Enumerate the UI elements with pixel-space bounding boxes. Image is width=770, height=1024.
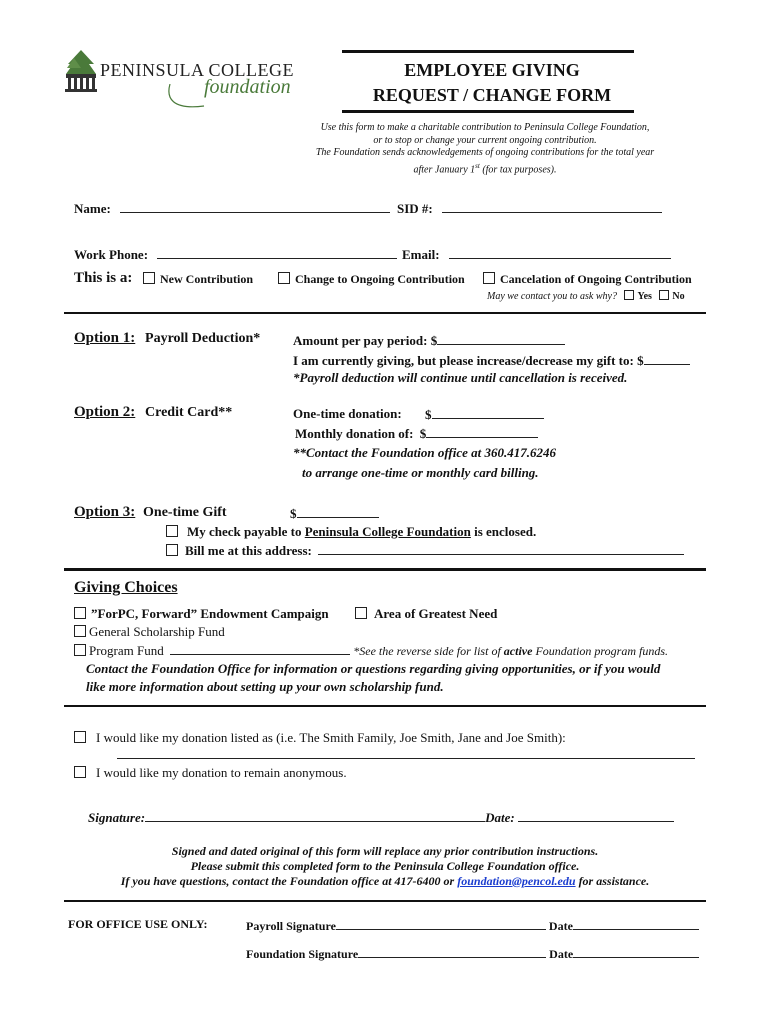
option2-heading: Option 2: Credit Card** — [74, 404, 233, 420]
giving-choices-heading: Giving Choices — [74, 579, 178, 596]
monthly-donation-field[interactable] — [426, 425, 538, 438]
logo-script: foundation — [204, 76, 291, 98]
greatest-need-checkbox[interactable] — [355, 607, 367, 619]
section-rule-4 — [64, 900, 706, 902]
foundation-email-link[interactable]: foundation@pencol.edu — [457, 874, 576, 888]
card-note-2: to arrange one-time or monthly card billing. — [302, 465, 539, 480]
sid-field[interactable] — [442, 200, 662, 213]
no-checkbox[interactable] — [659, 290, 669, 300]
signature-field[interactable] — [145, 809, 485, 822]
forpc-campaign-option[interactable]: ”ForPC, Forward” Endowment Campaign — [74, 606, 329, 622]
greatest-need-option[interactable]: Area of Greatest Need — [355, 606, 497, 622]
bill-me-checkbox[interactable] — [166, 544, 178, 556]
increase-amount-field[interactable] — [644, 352, 690, 365]
forpc-campaign-checkbox[interactable] — [74, 607, 86, 619]
scholarship-fund-option[interactable]: General Scholarship Fund — [74, 624, 225, 640]
intro-text: Use this form to make a charitable contribution to Peninsula College Foundation, or to stop or change your current ongoing contribution. The Foundation sends acknowledgements of ongoing contributions for the total year after January 1st (for tax purposes). — [315, 122, 655, 175]
anonymous-checkbox[interactable] — [74, 766, 86, 778]
bill-me-option[interactable]: Bill me at this address: — [166, 542, 684, 559]
onetime-donation-field[interactable] — [432, 406, 544, 419]
signature-row: Signature: Date: — [88, 809, 674, 826]
sid-label: SID #: — [397, 201, 433, 216]
billing-address-field[interactable] — [318, 542, 684, 555]
cancel-contribution-checkbox[interactable] — [483, 272, 495, 284]
work-phone-row — [74, 246, 397, 263]
payroll-date-field[interactable] — [573, 917, 699, 930]
onetime-gift-field[interactable] — [297, 505, 379, 518]
listed-as-field[interactable] — [117, 758, 695, 759]
foundation-signature-row: Foundation Signature Date — [246, 945, 699, 962]
onetime-donation-row: $ — [425, 406, 544, 423]
option3-heading: Option 3: One-time Gift — [74, 504, 227, 520]
check-enclosed-checkbox[interactable] — [166, 525, 178, 537]
email-field[interactable] — [449, 246, 671, 259]
onetime-gift-amount: $ — [290, 505, 379, 522]
payroll-signature-field[interactable] — [336, 917, 546, 930]
logo-swoosh — [164, 84, 224, 114]
email-row — [402, 246, 671, 263]
amount-per-pay-row: Amount per pay period: $ — [293, 332, 565, 349]
contact-why-row: May we contact you to ask why? Yes No — [487, 291, 685, 302]
logo-name: PENINSULA COLLEGE — [100, 60, 294, 80]
yes-checkbox[interactable] — [624, 290, 634, 300]
change-contribution-checkbox[interactable] — [278, 272, 290, 284]
this-is-label: This is a: — [74, 270, 133, 286]
tree-building-icon — [64, 48, 98, 92]
new-contribution-checkbox[interactable] — [143, 272, 155, 284]
scholarship-fund-checkbox[interactable] — [74, 625, 86, 637]
program-fund-checkbox[interactable] — [74, 644, 86, 656]
listed-as-checkbox[interactable] — [74, 731, 86, 743]
check-enclosed-option[interactable]: My check payable to Peninsula College Foundation is enclosed. — [166, 524, 536, 540]
payroll-note: *Payroll deduction will continue until cancellation is received. — [293, 370, 628, 385]
signature-date-field[interactable] — [518, 809, 674, 822]
program-fund-field[interactable] — [170, 642, 350, 655]
section-rule-3 — [64, 705, 706, 707]
change-contribution-option[interactable]: Change to Ongoing Contribution — [278, 272, 465, 287]
name-field[interactable] — [120, 200, 390, 213]
work-phone-label: Work Phone: — [74, 247, 149, 262]
office-use-label: FOR OFFICE USE ONLY: — [68, 917, 208, 931]
new-contribution-option[interactable]: New Contribution — [143, 272, 253, 287]
title-top-rule — [342, 50, 634, 53]
program-fund-option[interactable]: Program Fund *See the reverse side for list of active Foundation program funds. — [74, 642, 668, 659]
foundation-date-field[interactable] — [573, 945, 699, 958]
monthly-donation-row: Monthly donation of: $ — [295, 425, 538, 442]
footer-instructions: Signed and dated original of this form will replace any prior contribution instructions. Please submit this completed form to the Peninsula College Foundation office. If you have questions, contact the Foundation office at 417-6400 or foundation@pencol.edu for assistance. — [120, 844, 650, 888]
contact-office-text: Contact the Foundation Office for information or questions regarding giving opportunities, or if you would like more information about setting up your own scholarship fund. — [86, 661, 661, 694]
college-logo — [64, 46, 294, 118]
cancel-contribution-option[interactable]: Cancelation of Ongoing Contribution — [483, 272, 692, 287]
form-title-line2: REQUEST / CHANGE FORM — [372, 85, 612, 105]
listed-as-option[interactable]: I would like my donation listed as (i.e. The Smith Family, Joe Smith, Jane and Joe Smith): — [74, 730, 566, 746]
foundation-signature-field[interactable] — [358, 945, 546, 958]
increase-row: I am currently giving, but please increase/decrease my gift to: $ — [293, 352, 690, 369]
name-label: Name: — [74, 201, 111, 216]
card-note-1: **Contact the Foundation office at 360.417.6246 — [293, 445, 557, 460]
work-phone-field[interactable] — [157, 246, 397, 259]
section-rule-1 — [64, 312, 706, 314]
amount-per-pay-field[interactable] — [437, 332, 565, 345]
title-bottom-rule — [342, 110, 634, 113]
form-title-line1: EMPLOYEE GIVING — [404, 60, 580, 80]
name-row — [74, 200, 390, 217]
onetime-donation-label: One-time donation: — [293, 406, 402, 421]
anonymous-option[interactable]: I would like my donation to remain anonymous. — [74, 765, 347, 781]
payroll-signature-row: Payroll Signature Date — [246, 917, 699, 934]
section-rule-2 — [64, 568, 706, 571]
email-label: Email: — [402, 247, 440, 262]
option1-heading: Option 1: Payroll Deduction* — [74, 330, 261, 346]
sid-row — [397, 200, 662, 217]
